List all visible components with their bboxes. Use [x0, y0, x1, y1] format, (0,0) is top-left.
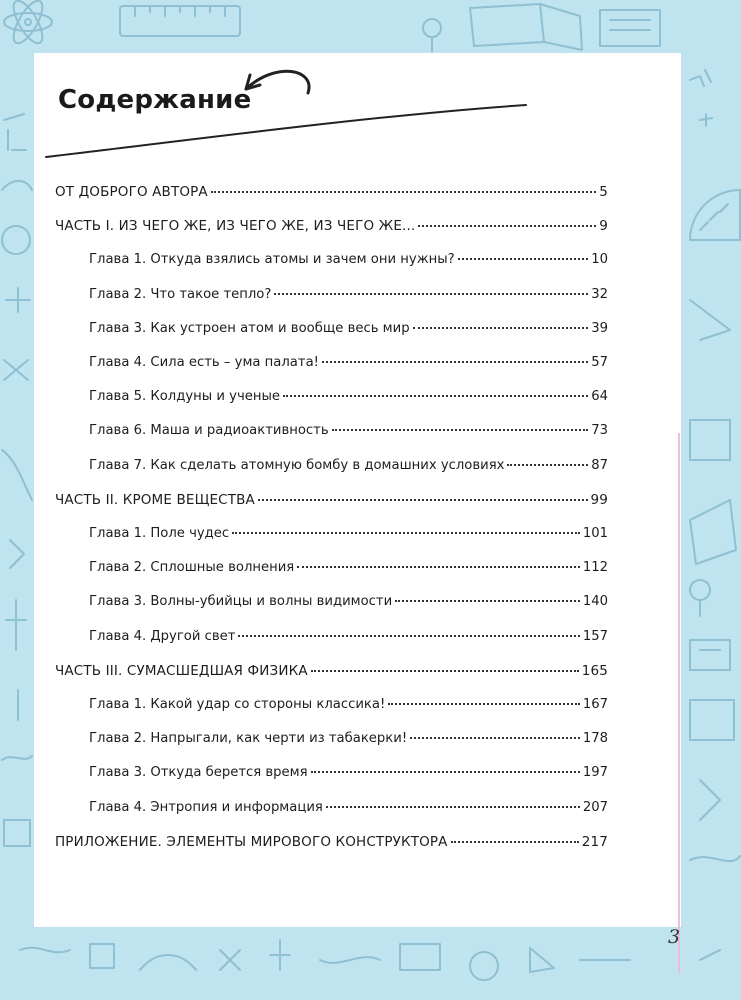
toc-entry-label: Глава 7. Как сделать атомную бомбу в домашних условиях	[89, 457, 505, 473]
dot-leader	[413, 326, 589, 329]
bottom-doodles	[20, 940, 720, 980]
toc-entry-label: Глава 1. Поле чудес	[89, 526, 230, 541]
formula-doodle-icon	[690, 70, 740, 861]
dot-leader	[451, 840, 579, 843]
toc-entry-page: 87	[591, 457, 608, 473]
dot-leader	[232, 531, 580, 534]
toc-entry-page: 5	[599, 184, 608, 200]
dot-leader	[311, 669, 579, 672]
toc-entry-label: Глава 6. Маша и радиоактивность	[89, 423, 329, 439]
toc-entry-page: 39	[591, 320, 608, 336]
dot-leader	[211, 190, 596, 193]
dot-leader	[238, 634, 579, 637]
toc-chapter-row	[89, 592, 608, 612]
toc-entry-label: Глава 5. Колдуны и ученые	[89, 389, 280, 405]
toc-chapter-row	[89, 387, 608, 407]
toc-entry-page: 167	[582, 697, 608, 712]
toc-entry-page: 178	[582, 731, 608, 747]
toc-chapter-row	[89, 250, 608, 270]
toc-entry-page: 73	[591, 423, 608, 439]
left-doodles	[2, 114, 32, 846]
toc-entry-label: ПРИЛОЖЕНИЕ. ЭЛЕМЕНТЫ МИРОВОГО КОНСТРУКТОРА	[55, 833, 448, 850]
toc-chapter-row	[89, 627, 608, 647]
toc-entry-label: Глава 4. Другой свет	[89, 628, 236, 644]
toc-entry-label: Глава 4. Энтропия и информация	[89, 799, 323, 815]
toc-part-row	[55, 216, 608, 236]
dot-leader	[410, 736, 580, 739]
toc-entry-page: 217	[581, 833, 608, 850]
toc-part-row	[55, 661, 608, 681]
dot-leader	[388, 702, 580, 705]
toc-entry-page: 64	[591, 389, 608, 405]
toc-entry-page: 207	[582, 799, 608, 815]
page-title: Содержание	[58, 85, 252, 115]
dot-leader	[297, 565, 580, 568]
dot-leader	[418, 224, 596, 227]
toc-chapter-row	[89, 558, 608, 578]
page-number: 3	[668, 926, 681, 948]
title-decoration	[34, 53, 681, 193]
toc-chapter-row	[89, 729, 608, 749]
toc-entry-label: ОТ ДОБРОГО АВТОРА	[55, 184, 208, 200]
toc-entry-label: ЧАСТЬ I. ИЗ ЧЕГО ЖЕ, ИЗ ЧЕГО ЖЕ, ИЗ ЧЕГО ЖЕ...	[55, 218, 416, 235]
dot-leader	[274, 292, 588, 295]
toc-entry-label: Глава 1. Какой удар со стороны классика!	[89, 697, 386, 712]
toc-entry-label: Глава 3. Волны-убийцы и волны видимости	[89, 594, 393, 610]
toc-entry-page: 9	[599, 218, 608, 235]
toc-entry-page: 165	[581, 662, 608, 679]
toc-chapter-row	[89, 319, 608, 339]
toc-entry-page: 157	[582, 628, 608, 644]
dot-leader	[326, 805, 580, 808]
toc-chapter-row	[89, 524, 608, 544]
toc-entry-page: 101	[582, 526, 608, 541]
dot-leader	[311, 770, 580, 773]
toc-chapter-row	[89, 763, 608, 783]
arrow-doodle-icon	[246, 71, 309, 93]
dot-leader	[458, 257, 589, 260]
dot-leader	[283, 394, 588, 397]
toc-chapter-row	[89, 421, 608, 441]
dot-leader	[395, 599, 580, 602]
toc-entry-label: Глава 2. Напрыгали, как черти из табакерки!	[89, 731, 408, 747]
toc-entry-label: ЧАСТЬ II. КРОМЕ ВЕЩЕСТВА	[55, 491, 255, 508]
toc-entry-label: Глава 4. Сила есть – ума палата!	[89, 355, 319, 370]
toc-part-row	[55, 182, 608, 202]
toc-entry-page: 99	[590, 491, 608, 508]
toc-entry-label: Глава 3. Как устроен атом и вообще весь мир	[89, 320, 410, 336]
protractor-icon	[690, 190, 740, 240]
toc-entry-label: Глава 2. Что такое тепло?	[89, 286, 272, 302]
dot-leader	[332, 428, 589, 431]
contents-page	[34, 53, 681, 927]
atom-icon	[4, 0, 52, 47]
toc-chapter-row	[89, 695, 608, 715]
toc-entry-label: Глава 3. Откуда берется время	[89, 765, 308, 781]
toc-entry-page: 10	[591, 252, 608, 268]
toc-entry-page: 140	[582, 594, 608, 610]
toc-entry-page: 112	[582, 560, 608, 576]
toc-entry-page: 32	[591, 286, 608, 302]
toc-chapter-row	[89, 285, 608, 305]
toc-part-row	[55, 490, 608, 510]
toc-entry-page: 57	[591, 355, 608, 370]
dot-leader	[507, 463, 588, 466]
dot-leader	[258, 498, 588, 501]
toc-entry-label: Глава 2. Сплошные волнения	[89, 560, 295, 576]
toc-entry-label: ЧАСТЬ III. СУМАСШЕДШАЯ ФИЗИКА	[55, 662, 308, 679]
toc-chapter-row	[89, 353, 608, 373]
toc-entry-page: 197	[582, 765, 608, 781]
margin-rule	[674, 433, 680, 973]
ruler-icon	[120, 6, 240, 36]
toc-chapter-row	[89, 456, 608, 476]
toc-entry-label: Глава 1. Откуда взялись атомы и зачем они нужны?	[89, 252, 455, 268]
book-icon	[470, 4, 660, 50]
toc-chapter-row	[89, 798, 608, 818]
dot-leader	[322, 360, 588, 363]
toc-part-row	[55, 832, 608, 852]
